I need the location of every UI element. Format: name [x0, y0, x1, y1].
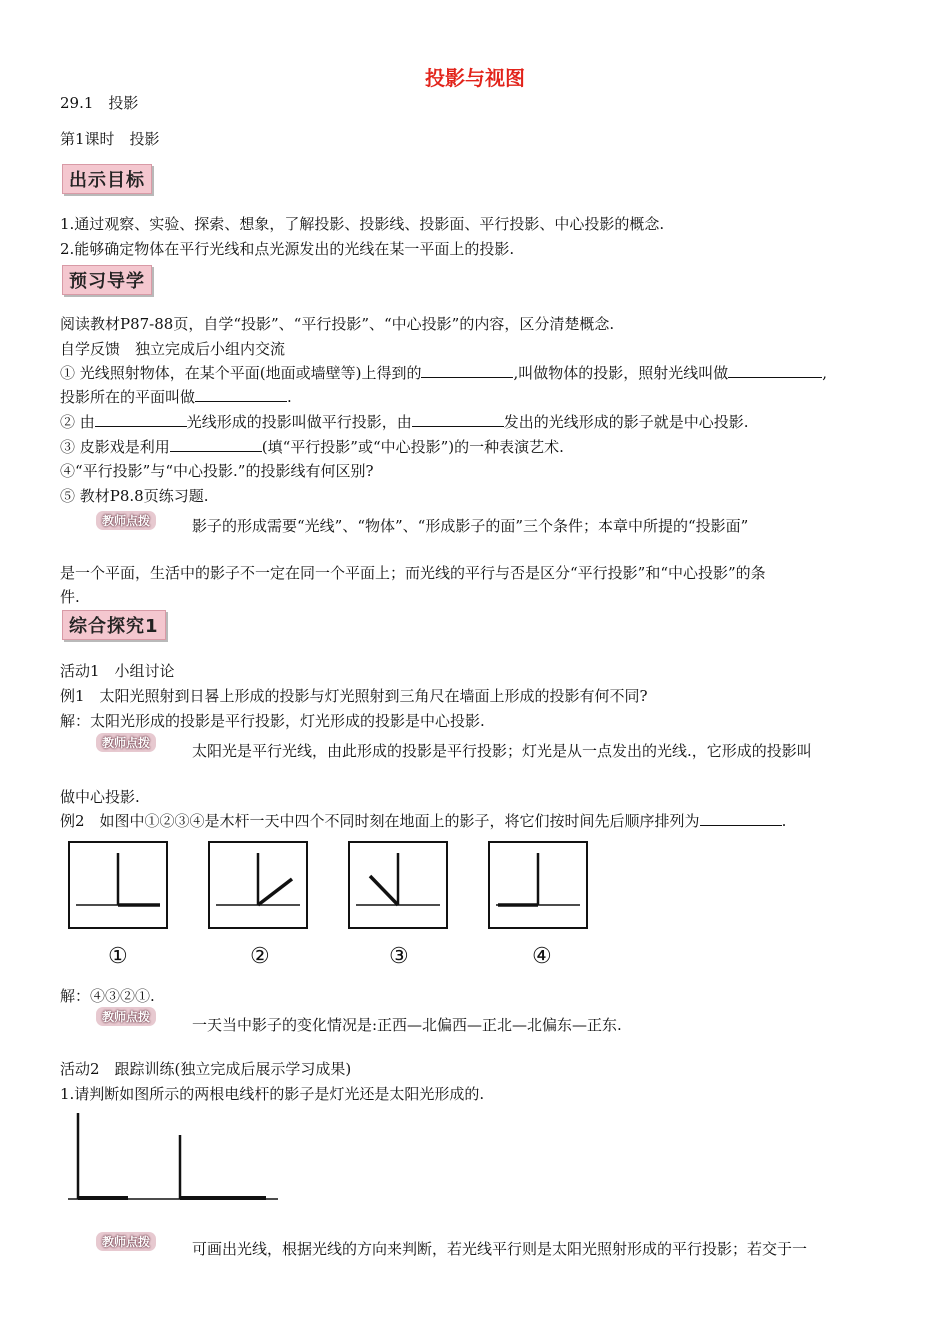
- figure-label-1: ①: [108, 944, 128, 969]
- figure-label-2: ②: [250, 944, 270, 969]
- tip3-text: 一天当中影子的变化情况是:正西—北偏西—正北—北偏东—正东.: [192, 1016, 622, 1034]
- question-1-cont: [60, 386, 292, 407]
- example-2-solution: 解：④③②①.: [60, 987, 155, 1005]
- q1-text-a: ① 光线照射物体，在某个平面(地面或墙壁等)上得到的: [60, 364, 422, 382]
- question-4: ④“平行投影”与“中心投影.”的投影线有何区别?: [60, 462, 374, 480]
- poles-figure: [60, 1105, 290, 1205]
- section-heading: 29.1 投影: [60, 94, 139, 112]
- badge-explore: 综合探究1: [62, 610, 166, 640]
- q3-text-b: (填“平行投影”或“中心投影”)的一种表演艺术.: [261, 438, 564, 456]
- blank-3[interactable]: [195, 387, 287, 402]
- figure-label-3: ③: [389, 944, 409, 969]
- shadow-figure-2: [210, 843, 306, 927]
- blank-7[interactable]: [700, 811, 782, 826]
- tip2-line1: 太阳光是平行光线，由此形成的投影是平行投影；灯光是从一点发出的光线.，它形成的投影叫: [192, 742, 812, 760]
- tip1-line1: 影子的形成需要“光线”、“物体”、“形成影子的面”三个条件；本章中所提的“投影面”: [192, 517, 749, 535]
- page-title: 投影与视图: [425, 66, 525, 90]
- lesson-heading: 第1课时 投影: [60, 130, 160, 148]
- example-2: [60, 810, 786, 831]
- q2-text-b: 光线形成的投影叫做平行投影，由: [186, 413, 412, 431]
- blank-5[interactable]: [412, 412, 504, 427]
- figure-label-4: ④: [532, 944, 552, 969]
- q1-text-d: 投影所在的平面叫做: [60, 388, 196, 406]
- teacher-tip-badge-4: 教师点拨: [96, 1232, 156, 1251]
- q1-text-e: .: [287, 388, 292, 406]
- teacher-tip-badge-3: 教师点拨: [96, 1007, 156, 1026]
- question-1: [60, 362, 827, 383]
- shadow-figure-1: [70, 843, 166, 927]
- q1-text-b: ,叫做物体的投影，照射光线叫做: [513, 364, 729, 382]
- figure-box-3: [348, 841, 448, 929]
- ex2-end: .: [781, 812, 787, 830]
- activity-1: 活动1 小组讨论: [60, 662, 175, 680]
- q2-text-a: ② 由: [60, 413, 95, 431]
- goal-2: 2.能够确定物体在平行光线和点光源发出的光线在某一平面上的投影.: [60, 240, 515, 258]
- preview-read: 阅读教材P87-88页，自学“投影”、“平行投影”、“中心投影”的内容，区分清楚概念.: [60, 315, 615, 333]
- teacher-tip-badge-2: 教师点拨: [96, 733, 156, 752]
- example-1-solution: 解：太阳光形成的投影是平行投影，灯光形成的投影是中心投影.: [60, 712, 485, 730]
- blank-1[interactable]: [421, 363, 513, 378]
- q1-text-c: ,: [822, 364, 828, 382]
- tip1-line3: 件.: [60, 588, 80, 606]
- shadow-figure-4: [490, 843, 586, 927]
- figure-box-2: [208, 841, 308, 929]
- q2-text-c: 发出的光线形成的影子就是中心投影.: [503, 413, 749, 431]
- example-1: 例1 太阳光照射到日晷上形成的投影与灯光照射到三角尺在墙面上形成的投影有何不同?: [60, 687, 648, 705]
- blank-4[interactable]: [95, 412, 187, 427]
- shadow-figure-3: [350, 843, 446, 927]
- tip1-line2: 是一个平面，生活中的影子不一定在同一个平面上；而光线的平行与否是区分“平行投影”和“中心投影”的条: [60, 564, 766, 582]
- tip4-text: 可画出光线，根据光线的方向来判断，若光线平行则是太阳光照射形成的平行投影；若交于一: [192, 1240, 808, 1258]
- activity-2: 活动2 跟踪训练(独立完成后展示学习成果): [60, 1060, 352, 1078]
- q3-text-a: ③ 皮影戏是利用: [60, 438, 170, 456]
- tip2-line2: 做中心投影.: [60, 788, 140, 806]
- question-2: [60, 411, 749, 432]
- ex2-text: 例2 如图中①②③④是木杆一天中四个不同时刻在地面上的影子，将它们按时间先后顺序排列为: [60, 812, 700, 830]
- badge-preview: 预习导学: [62, 265, 152, 295]
- question-5: ⑤ 教材P8.8页练习题.: [60, 487, 209, 505]
- blank-2[interactable]: [728, 363, 822, 378]
- question-3: [60, 436, 564, 457]
- blank-6[interactable]: [170, 437, 262, 452]
- question-poles: 1.请判断如图所示的两根电线杆的影子是灯光还是太阳光形成的.: [60, 1085, 485, 1103]
- badge-goals: 出示目标: [62, 164, 152, 194]
- teacher-tip-badge-1: 教师点拨: [96, 511, 156, 530]
- preview-feedback: 自学反馈 独立完成后小组内交流: [60, 340, 286, 358]
- figure-box-1: [68, 841, 168, 929]
- goal-1: 1.通过观察、实验、探索、想象，了解投影、投影线、投影面、平行投影、中心投影的概念.: [60, 215, 665, 233]
- figure-box-4: [488, 841, 588, 929]
